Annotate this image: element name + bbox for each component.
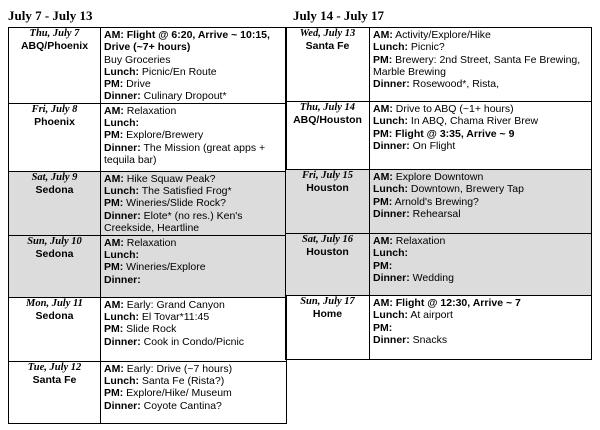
- day-name: Sat, July 16: [301, 234, 354, 245]
- week2-table: [285, 27, 592, 360]
- day-name: Sat, July 9: [31, 171, 78, 183]
- plan-line: [104, 197, 284, 209]
- day-cell: [286, 296, 370, 360]
- plan-line: [373, 140, 589, 152]
- plan-line: [104, 311, 284, 323]
- plan-label: Lunch:: [373, 183, 408, 196]
- day-city: Houston: [306, 246, 349, 258]
- plan-cell: [101, 171, 287, 235]
- plan-text: At airport: [408, 309, 453, 322]
- plan-text: Wineries/Explore: [123, 261, 206, 274]
- plan-label: Lunch:: [373, 247, 408, 260]
- plan-text: Relaxation: [392, 235, 446, 247]
- day-name: Sun, July 17: [300, 296, 355, 307]
- plan-text: Flight @ 6:20, Arrive ~ 10:15, Drive (~7+ hours): [104, 29, 270, 54]
- plan-text: El Tovar*11:45: [139, 311, 210, 324]
- day-row: [9, 361, 287, 423]
- plan-cell: [101, 28, 287, 104]
- day-city: Santa Fe: [32, 373, 77, 386]
- day-name: Wed, July 13: [299, 28, 356, 39]
- plan-line: [104, 117, 284, 129]
- plan-text: Early: Drive (~7 hours): [123, 362, 233, 375]
- day-row: [286, 170, 592, 234]
- plan-label: AM:: [104, 172, 124, 185]
- week1-table: [8, 27, 287, 424]
- day-name: Fri, July 15: [301, 170, 354, 181]
- plan-label: AM:: [373, 171, 393, 183]
- plan-line: [373, 115, 589, 127]
- plan-text: Early: Grand Canyon: [123, 298, 225, 311]
- day-name: Sun, July 10: [27, 235, 82, 247]
- day-row: [9, 103, 287, 171]
- plan-label: AM:: [373, 297, 393, 309]
- day-cell: [286, 102, 370, 170]
- day-name: Thu, July 7: [29, 28, 80, 39]
- day-row: [286, 234, 592, 296]
- plan-label: Lunch:: [373, 309, 408, 322]
- plan-line: [104, 29, 284, 54]
- plan-line: [373, 208, 589, 220]
- day-name: Fri, July 8: [31, 103, 78, 115]
- day-cell: [9, 297, 101, 361]
- plan-label: AM:: [104, 104, 124, 117]
- plan-label: Lunch:: [104, 65, 139, 78]
- day-city: ABQ/Phoenix: [20, 40, 89, 52]
- plan-line: [104, 261, 284, 273]
- plan-line: [373, 297, 589, 309]
- plan-label: AM:: [373, 29, 393, 41]
- day-row: [9, 28, 287, 104]
- plan-label: Dinner:: [104, 90, 141, 103]
- plan-line: [373, 78, 589, 90]
- day-city: Houston: [306, 182, 349, 194]
- plan-line: [104, 237, 284, 249]
- day-row: [286, 28, 592, 102]
- day-row: [9, 235, 287, 297]
- plan-cell: [370, 170, 592, 234]
- plan-line: [104, 375, 284, 387]
- plan-cell: [370, 102, 592, 170]
- plan-text: Slide Rock: [123, 323, 177, 336]
- plan-label: AM:: [104, 362, 124, 375]
- plan-line: [104, 129, 284, 141]
- plan-label: PM:: [373, 195, 393, 208]
- plan-text: Drive: [123, 78, 151, 91]
- plan-text: Flight @ 12:30, Arrive ~ 7: [392, 297, 521, 309]
- day-cell: [9, 103, 101, 171]
- plan-label: AM:: [104, 298, 124, 311]
- plan-line: [104, 90, 284, 102]
- plan-text: Drive to ABQ (~1+ hours): [392, 103, 514, 115]
- plan-line: [104, 336, 284, 348]
- day-cell: [286, 170, 370, 234]
- plan-line: [373, 29, 589, 41]
- day-city: ABQ/Houston: [293, 114, 362, 126]
- plan-text: Coyote Cantina?: [140, 399, 222, 412]
- plan-label: PM:: [104, 387, 124, 400]
- plan-cell: [101, 103, 287, 171]
- plan-text: Arnold's Brewing?: [392, 195, 479, 208]
- plan-line: [373, 247, 589, 259]
- plan-text: Downtown, Brewery Tap: [408, 183, 524, 196]
- plan-line: [373, 54, 589, 79]
- plan-label: AM:: [104, 29, 124, 41]
- day-name: Thu, July 14: [299, 102, 356, 113]
- day-cell: [9, 28, 101, 104]
- plan-text: Picnic/En Route: [139, 65, 217, 78]
- plan-label: PM:: [373, 259, 393, 272]
- day-row: [286, 296, 592, 360]
- week1-header: July 7 - July 13: [8, 8, 93, 23]
- plan-text: Brewery: 2nd Street, Santa Fe Brewing, Marble Brewing: [373, 53, 581, 78]
- day-city: Sedona: [35, 183, 74, 196]
- plan-text: Santa Fe (Rista?): [139, 375, 225, 388]
- plan-line: [104, 105, 284, 117]
- plan-text: Rosewood*, Rista,: [409, 78, 500, 91]
- plan-label: Lunch:: [104, 185, 139, 198]
- plan-label: PM:: [373, 321, 393, 334]
- plan-label: Lunch:: [373, 41, 408, 54]
- plan-cell: [370, 296, 592, 360]
- day-row: [9, 297, 287, 361]
- plan-text: Cook in Condo/Picnic: [140, 335, 245, 348]
- plan-line: [104, 249, 284, 261]
- plan-line: [104, 185, 284, 197]
- plan-cell: [101, 235, 287, 297]
- plan-line: [373, 235, 589, 247]
- plan-text: Explore Downtown: [392, 171, 484, 183]
- plan-line: [373, 309, 589, 321]
- plan-label: Lunch:: [104, 375, 139, 388]
- plan-label: Dinner:: [104, 335, 141, 348]
- plan-label: Dinner:: [104, 209, 141, 222]
- plan-line: [104, 78, 284, 90]
- plan-text: Activity/Explore/Hike: [392, 29, 491, 41]
- plan-label: Dinner:: [104, 273, 141, 286]
- plan-label: PM:: [373, 53, 393, 66]
- plan-text: Explore/Brewery: [123, 129, 204, 142]
- plan-line: [373, 171, 589, 183]
- plan-cell: [101, 297, 287, 361]
- plan-text: Flight @ 3:35, Arrive ~ 9: [392, 127, 515, 140]
- plan-label: Dinner:: [373, 207, 410, 220]
- plan-line: [373, 260, 589, 272]
- plan-label: Dinner:: [373, 78, 410, 91]
- day-city: Phoenix: [34, 115, 75, 128]
- plan-line: [104, 54, 284, 66]
- plan-line: [104, 274, 284, 286]
- week2-header: July 14 - July 17: [293, 8, 385, 23]
- plan-text: The Satisfied Frog*: [139, 185, 232, 198]
- plan-line: [104, 173, 284, 185]
- plan-text: Explore/Hike/ Museum: [123, 387, 232, 400]
- plan-line: [373, 183, 589, 195]
- day-city: Sedona: [35, 247, 74, 260]
- plan-line: [104, 363, 284, 375]
- plan-cell: [370, 28, 592, 102]
- day-row: [286, 102, 592, 170]
- plan-line: [373, 196, 589, 208]
- day-cell: [9, 171, 101, 235]
- plan-text: Wineries/Slide Rock?: [123, 197, 226, 210]
- plan-label: AM:: [373, 103, 393, 115]
- day-name: Mon, July 11: [26, 297, 83, 309]
- plan-cell: [370, 234, 592, 296]
- plan-label: Dinner:: [373, 139, 410, 152]
- plan-text: Wedding: [409, 271, 454, 284]
- plan-line: [373, 272, 589, 284]
- plan-text: Hike Squaw Peak?: [123, 172, 216, 185]
- plan-label: Lunch:: [104, 249, 139, 262]
- day-cell: [9, 235, 101, 297]
- day-cell: [286, 28, 370, 102]
- plan-line: [104, 387, 284, 399]
- plan-line: [373, 322, 589, 334]
- plan-label: Dinner:: [373, 333, 410, 346]
- day-city: Santa Fe: [305, 40, 350, 52]
- plan-line: [104, 210, 284, 235]
- plan-text: Buy Groceries: [104, 53, 171, 66]
- day-name: Tue, July 12: [27, 361, 82, 373]
- plan-label: AM:: [104, 236, 124, 249]
- plan-label: AM:: [373, 235, 393, 247]
- plan-label: Lunch:: [373, 115, 408, 128]
- plan-line: [104, 400, 284, 412]
- day-row: [9, 171, 287, 235]
- plan-label: PM:: [104, 78, 124, 91]
- plan-label: Dinner:: [104, 141, 141, 154]
- day-cell: [9, 361, 101, 423]
- day-cell: [286, 234, 370, 296]
- plan-label: PM:: [104, 323, 124, 336]
- plan-line: [104, 66, 284, 78]
- plan-line: [104, 142, 284, 167]
- plan-line: [373, 334, 589, 346]
- plan-text: Picnic?: [408, 41, 445, 54]
- plan-label: PM:: [373, 127, 393, 140]
- day-city: Sedona: [35, 309, 74, 322]
- plan-line: [373, 103, 589, 115]
- plan-label: Lunch:: [104, 311, 139, 324]
- plan-text: On Flight: [409, 139, 456, 152]
- plan-cell: [101, 361, 287, 423]
- plan-line: [104, 323, 284, 335]
- plan-text: Relaxation: [123, 104, 177, 117]
- plan-label: Dinner:: [373, 271, 410, 284]
- plan-label: Dinner:: [104, 399, 141, 412]
- plan-text: Elote* (no res.) Ken's Creekside, Heartline: [104, 209, 243, 234]
- plan-label: PM:: [104, 261, 124, 274]
- plan-text: Snacks: [409, 333, 448, 346]
- plan-line: [373, 41, 589, 53]
- plan-label: Lunch:: [104, 117, 139, 130]
- plan-text: The Mission (great apps + tequila bar): [104, 141, 266, 166]
- plan-line: [373, 128, 589, 140]
- plan-text: In ABQ, Chama River Brew: [408, 115, 539, 128]
- plan-label: PM:: [104, 129, 124, 142]
- day-city: Home: [312, 308, 343, 320]
- plan-text: Culinary Dropout*: [140, 90, 227, 103]
- plan-text: Relaxation: [123, 236, 177, 249]
- plan-text: Rehearsal: [409, 207, 461, 220]
- plan-label: PM:: [104, 197, 124, 210]
- plan-line: [104, 299, 284, 311]
